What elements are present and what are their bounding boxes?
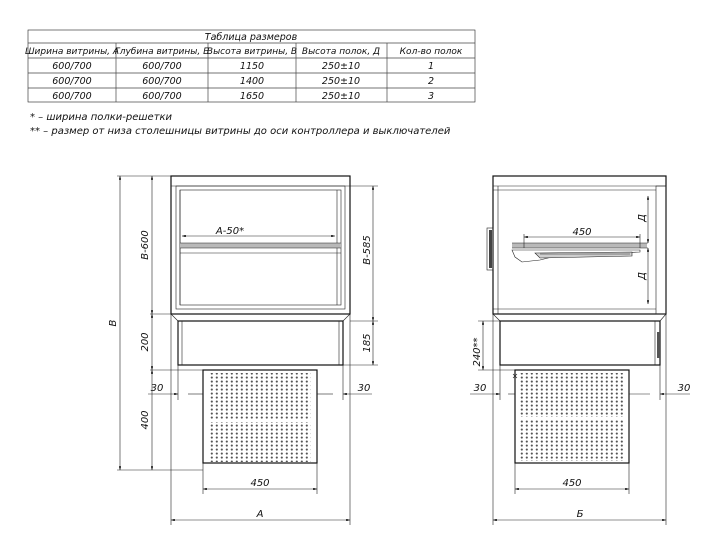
front-dim-vent-width: 450	[250, 478, 270, 489]
table-cell: 600/700	[52, 61, 92, 72]
table-header-width: Ширина витрины, А	[24, 47, 120, 57]
table-cell: 1150	[239, 61, 265, 72]
front-shelf-width-label: А-50*	[215, 226, 245, 237]
side-dim-offset-left: 30	[473, 383, 487, 394]
side-view	[470, 176, 690, 525]
table-cell: 600/700	[142, 91, 182, 102]
side-dim-vent-width: 450	[562, 478, 582, 489]
front-dim-offset-right: 30	[357, 383, 371, 394]
side-dim-offset-right: 30	[677, 383, 691, 394]
table-title: Таблица размеров	[204, 32, 298, 43]
table-header-shelf-height: Высота полок, Д	[301, 47, 381, 57]
table-cell: 600/700	[142, 61, 182, 72]
table-cell: 2	[427, 76, 435, 87]
front-dim-overall-height: В	[108, 319, 119, 327]
table-cell: 250±10	[321, 91, 361, 102]
note-controller-height: ** – размер от низа столешницы витрины до оси контроллера и выключателей	[30, 126, 451, 137]
table-cell: 3	[427, 91, 435, 102]
table-cell: 1400	[239, 76, 265, 87]
side-dim-shelf-height-bottom: Д	[637, 272, 648, 280]
front-dim-base-height: 200	[140, 332, 151, 352]
table-header-depth: Глубина витрины, Б	[114, 47, 210, 57]
dimension-table	[25, 30, 475, 102]
table-cell: 600/700	[52, 91, 92, 102]
front-dim-unit-height: 400	[140, 410, 151, 430]
front-dim-width: А	[256, 509, 264, 520]
note-shelf-width: * – ширина полки-решетки	[30, 112, 173, 123]
front-dim-case-height: В-600	[140, 230, 151, 260]
side-shelf-depth-label: 450	[572, 227, 592, 238]
table-header-shelf-count: Кол-во полок	[399, 47, 463, 57]
table-cell: 600/700	[142, 76, 182, 87]
table-cell: 1650	[239, 91, 265, 102]
front-view	[108, 176, 378, 525]
table-cell: 1	[427, 61, 435, 72]
side-dim-depth: Б	[576, 509, 584, 520]
front-dim-interior-height: В-585	[362, 235, 373, 265]
front-dim-base-inner-height: 185	[362, 333, 373, 353]
table-cell: 600/700	[52, 76, 92, 87]
table-cell: 250±10	[321, 76, 361, 87]
side-dim-controller-height: 240**	[472, 337, 483, 367]
front-dim-offset-left: 30	[150, 383, 164, 394]
side-dim-shelf-height-top: Д	[637, 214, 648, 222]
table-cell: 250±10	[321, 61, 361, 72]
table-header-height: Высота витрины, В	[206, 47, 298, 57]
